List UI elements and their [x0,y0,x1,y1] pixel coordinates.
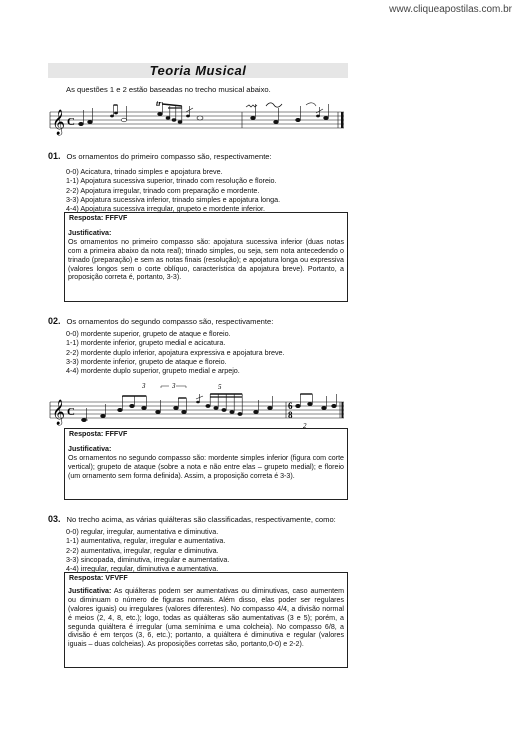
treble-clef-icon: 𝄞 [52,110,66,135]
option-0: 0-0) mordente superior, grupeto de ataque e floreio. [66,329,231,338]
option-4: 4-4) mordente duplo superior, grupeto medial e arpejo. [66,366,240,376]
option-0: 0-0) Acicatura, trinado simples e apojatura breve. [66,167,223,176]
option-1: 1-1) aumentativa, regular, irregular e aumentativa. [66,536,226,546]
option-1: 1-1) mordente inferior, grupeto medial e acicatura. [66,338,226,348]
tuplet-label: 5 [218,383,222,391]
answer-text: Resposta: FFFVF [69,214,128,222]
question-1 [48,151,272,161]
tuplet-label: 3 [172,382,176,390]
question-text: Os ornamentos do segundo compasso são, respectivamente: [66,317,274,326]
option-2: 2-2) mordente duplo inferior, apojatura expressiva e apojatura breve. [66,347,285,357]
answer-box-2 [64,428,348,500]
music-staff-1 [48,98,348,140]
justification-text: As quiálteras podem ser aumentativas ou diminutivas, caso aumentem ou diminuam o número de figuras normais. Além disso, elas poder ser regulares (valores iguais) ou irregulares (valores diferentes). No compasso 4/4, a divisão normal é meios (2, 4, 8, etc.); logo, todas as quiálteras são aumentativas (3 e 5); porém, a segunda quiáltera é irregular (uma semínima e uma colcheia). No compasso 6/8, a divisão é em terços (3, 6, etc.); portanto, a quiáltera é diminutiva e regular (valores iguais – duas colcheias). As proposições corretas são, portanto,0-0) e 2-2). [68,586,344,649]
justification [65,439,347,484]
option-3: 3-3) Apojatura sucessiva inferior, trinado simples e apojatura longa. [66,194,281,204]
question-2 [48,316,273,326]
common-time-icon: C [67,406,75,418]
justification-title: Justificativa: [68,228,112,237]
site-url[interactable]: www.cliqueapostilas.com.br [389,4,512,15]
option-3: 3-3) sincopada, diminutiva, irregular e aumentativa. [66,554,230,564]
music-staff-2 [48,378,348,430]
question-3 [48,514,336,524]
option-3: 3-3) mordente inferior, grupeto de ataque e floreio. [66,356,227,366]
title-bar [48,63,348,78]
option-4: 4-4) Apojatura sucessiva irregular, grupeto e mordente inferior. [66,204,265,214]
time-signature-top: 6 [288,401,293,411]
tuplet-label: 3 [142,382,146,390]
justification-title: Justificativa: [68,444,112,453]
options-list-3 [66,527,229,573]
justification [65,583,347,652]
question-number: 01. [48,151,61,161]
justification-text: Os ornamentos no segundo compasso são: mordente simples inferior (figura com corte vertical); grupeto de ataque (sobre a nota e não entre elas – grupeto medial); e floreio (um ornamento sem forma definida). Assim, a proposição correta é 3-3). [68,453,344,480]
justification-text: Os ornamentos no primeiro compasso são: apojatura sucessiva inferior (duas notas com a primeira abaixo da nota real); trinado simples, ou seja, sem nota antecedendo o trinado (preparação) e sem as notas finais (resolução); e apojatura longa ou expressiva (valores longos sem o corte oblíquo, característica da apojatura breve). Portanto, a proposição correta é, portanto, 3-3). [68,237,344,282]
question-number: 02. [48,316,61,326]
question-text: Os ornamentos do primeiro compasso são, respectivamente: [66,152,272,161]
options-list-1 [66,167,280,213]
question-number: 03. [48,514,61,524]
treble-clef-icon: 𝄞 [52,400,66,425]
answer-text: Resposta: FFFVF [69,430,128,438]
option-1: 1-1) Apojatura sucessiva superior, trinado com resolução e floreio. [66,176,277,186]
options-list-2 [66,329,285,375]
intro-text: As questões 1 e 2 estão baseadas no trecho musical abaixo. [66,85,271,94]
tuplet-label: 2 [303,422,307,430]
answer-box-3 [64,572,348,668]
justification-title: Justificativa: [68,586,112,595]
time-signature-bottom: 8 [288,410,293,420]
answer-box-1 [64,212,348,302]
option-2: 2-2) Apojatura irregular, trinado com preparação e mordente. [66,185,260,195]
trill-ornament: tr [156,99,162,108]
justification [65,223,347,285]
common-time-icon: C [67,116,75,128]
answer-text: Resposta: VFVFF [69,574,128,582]
option-2: 2-2) aumentativa, irregular, regular e diminutiva. [66,545,219,555]
option-4: 4-4) irregular, regular, diminutiva e aumentativa. [66,564,219,574]
option-0: 0-0) regular, irregular, aumentativa e diminutiva. [66,527,219,536]
question-text: No trecho acima, as várias quiálteras são classificadas, respectivamente, como: [66,515,336,524]
page-title: Teoria Musical [149,63,247,78]
